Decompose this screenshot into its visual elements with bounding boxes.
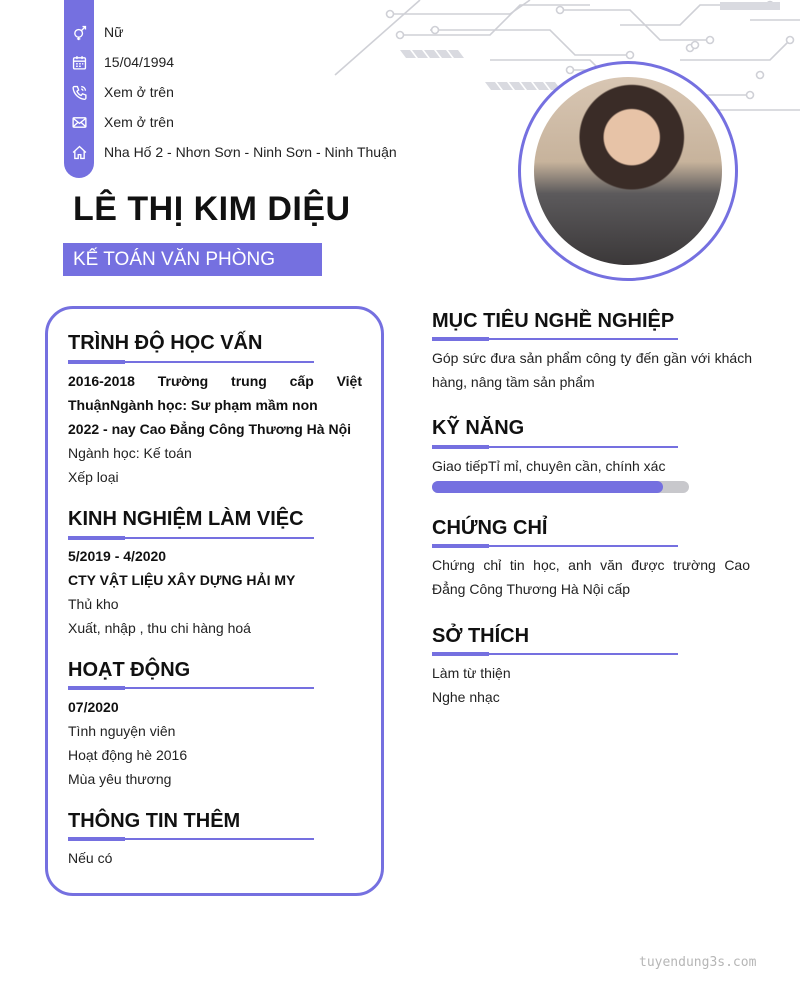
experience-detail: Xuất, nhập , thu chi hàng hoá	[68, 620, 251, 636]
objective-title: MỤC TIÊU NGHỀ NGHIỆP	[432, 310, 675, 332]
education-underline	[68, 361, 314, 363]
watermark: tuyendung3s.com	[639, 955, 757, 970]
skills-title: KỸ NĂNG	[432, 417, 525, 439]
skills-underline	[432, 446, 678, 448]
education-line-5: Xếp loại	[68, 469, 119, 485]
birthday-text: 15/04/1994	[104, 54, 175, 70]
hobbies-underline	[432, 653, 678, 655]
email-text: Xem ở trên	[104, 114, 174, 130]
education-line-1: 2016-2018 Trường trung cấp Việt	[68, 373, 362, 389]
experience-period: 5/2019 - 4/2020	[68, 548, 167, 564]
education-title: TRÌNH ĐỘ HỌC VẤN	[68, 332, 263, 354]
contact-email	[64, 110, 174, 134]
gender-text: Nữ	[104, 24, 124, 40]
activity-item: Hoạt động hè 2016	[68, 747, 188, 763]
experience-position: Thủ kho	[68, 596, 119, 612]
experience-title: KINH NGHIỆM LÀM VIỆC	[68, 508, 304, 530]
candidate-name: LÊ THỊ KIM DIỆU	[73, 190, 351, 228]
activities-date: 07/2020	[68, 699, 119, 715]
mail-icon	[64, 114, 94, 131]
experience-company: CTY VẬT LIỆU XÂY DỰNG HẢI MY	[68, 572, 296, 588]
contact-address	[64, 140, 397, 164]
calendar-icon	[64, 54, 94, 71]
certificates-title: CHỨNG CHỈ	[432, 517, 548, 539]
education-line-4: Ngành học: Kế toán	[68, 445, 192, 461]
phone-text: Xem ở trên	[104, 84, 174, 100]
hobby-item: Làm từ thiện	[432, 665, 511, 681]
hobby-item: Nghe nhạc	[432, 689, 500, 705]
activities-underline	[68, 687, 314, 689]
activities-title: HOẠT ĐỘNG	[68, 659, 191, 681]
additional-underline	[68, 838, 314, 840]
hobbies-title: SỞ THÍCH	[432, 625, 530, 647]
phone-icon	[64, 84, 94, 101]
additional-text: Nếu có	[68, 850, 113, 866]
contact-gender	[64, 20, 123, 44]
certificates-text: Chứng chỉ tin học, anh văn được trường Cao Đẳng Công Thương Hà Nội cấp	[432, 557, 750, 597]
additional-title: THÔNG TIN THÊM	[68, 810, 241, 832]
address-text: Nha Hố 2 - Nhơn Sơn - Ninh Sơn - Ninh Thuận	[104, 144, 397, 160]
contact-phone	[64, 80, 174, 104]
gender-icon	[64, 24, 94, 41]
activity-item: Tình nguyện viên	[68, 723, 176, 739]
education-line-3: 2022 - nay Cao Đẳng Công Thương Hà Nội	[68, 421, 352, 437]
certificates-underline	[432, 545, 678, 547]
education-line-2: ThuậnNgành học: Sư phạm mầm non	[68, 397, 318, 413]
objective-text: Góp sức đưa sản phẩm công ty đến gần với khách hàng, nâng tầm sản phẩm	[432, 350, 752, 390]
skill-text: Giao tiếpTỉ mỉ, chuyên cần, chính xác	[432, 458, 666, 474]
experience-underline	[68, 537, 314, 539]
job-title: KẾ TOÁN VĂN PHÒNG	[63, 243, 322, 276]
home-icon	[64, 144, 94, 161]
profile-photo-frame	[518, 61, 738, 281]
skill-level-fill	[432, 481, 663, 493]
skill-level-bar	[432, 481, 689, 493]
contact-birthday	[64, 50, 174, 74]
profile-photo	[534, 77, 722, 265]
activity-item: Mùa yêu thương	[68, 771, 172, 787]
objective-underline	[432, 338, 678, 340]
